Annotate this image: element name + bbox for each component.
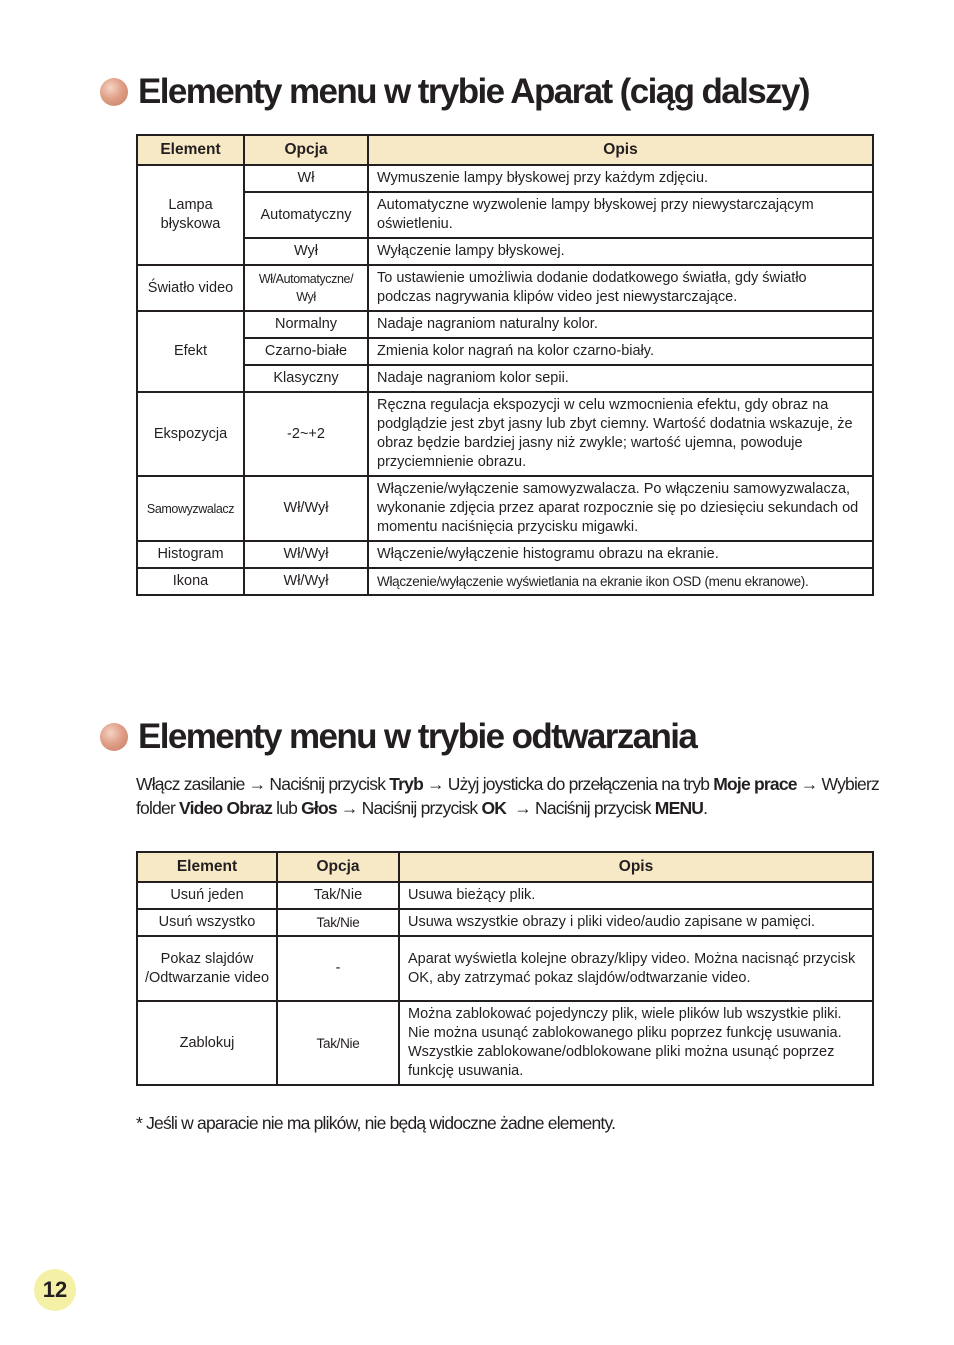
header-element: Element xyxy=(137,852,277,882)
option-cell: -2~+2 xyxy=(244,392,368,476)
camera-menu-table xyxy=(136,134,874,596)
table-row xyxy=(137,311,873,338)
element-cell: Ekspozycja xyxy=(137,392,244,476)
description-cell: Włączenie/wyłączenie wyświetlania na ekranie ikon OSD (menu ekranowe). xyxy=(368,568,873,595)
section-heading-playback-menu xyxy=(100,717,696,757)
instruction-text: → Naciśnij przycisk xyxy=(506,798,655,818)
table-row xyxy=(137,165,873,192)
option-cell: Wł xyxy=(244,165,368,192)
description-cell: Ręczna regulacja ekspozycji w celu wzmocnienia efektu, gdy obraz na podglądzie jest zbyt jasny lub zbyt ciemny. Wartość dodatnia wskazuje, że obraz będzie bardziej jasny niż zwykle; wartość ujemna, powoduje przyciemnienie obrazu. xyxy=(368,392,873,476)
description-cell: Zmienia kolor nagrań na kolor czarno-biały. xyxy=(368,338,873,365)
table-row xyxy=(137,568,873,595)
instruction-key: Moje prace xyxy=(713,774,797,794)
instruction-text: . xyxy=(703,798,708,818)
option-cell: Wł/Wył xyxy=(244,476,368,541)
table-row xyxy=(137,1001,873,1085)
instruction-text: → Wybierz folder xyxy=(136,774,879,818)
option-cell: Czarno-białe xyxy=(244,338,368,365)
element-cell: Histogram xyxy=(137,541,244,568)
option-cell: Klasyczny xyxy=(244,365,368,392)
option-cell: - xyxy=(277,936,399,1001)
element-cell: Samowyzwalacz xyxy=(137,476,244,541)
instruction-text: → Użyj joysticka do przełączenia na tryb xyxy=(422,774,714,794)
description-cell: Automatyczne wyzwolenie lampy błyskowej przy niewystarczającym oświetleniu. xyxy=(368,192,873,238)
description-cell: Włączenie/wyłączenie samowyzwalacza. Po włączeniu samowyzwalacza, wykonanie zdjęcia przez aparat rozpocznie się po dziesięciu sekundach od momentu naciśnięcia przycisku migawki. xyxy=(368,476,873,541)
option-cell: Tak/Nie xyxy=(277,909,399,936)
header-option: Opcja xyxy=(244,135,368,165)
table-row xyxy=(137,541,873,568)
page-number: 12 xyxy=(34,1269,76,1311)
description-cell: Można zablokować pojedynczy plik, wiele plików lub wszystkie pliki. Nie można usunąć zablokowanego pliku poprzez funkcję usuwania. Wszystkie zablokowane/odblokowane pliki można usunąć poprzez funkcję usuwania. xyxy=(399,1001,873,1085)
element-cell: Zablokuj xyxy=(137,1001,277,1085)
table-header-row xyxy=(137,135,873,165)
element-cell: Usuń jeden xyxy=(137,882,277,909)
description-cell: Włączenie/wyłączenie histogramu obrazu na ekranie. xyxy=(368,541,873,568)
option-cell: Wł/Wył xyxy=(244,541,368,568)
header-option: Opcja xyxy=(277,852,399,882)
option-cell: Wył xyxy=(244,238,368,265)
table-row xyxy=(137,882,873,909)
element-cell: Światło video xyxy=(137,265,244,311)
option-cell: Tak/Nie xyxy=(277,882,399,909)
heading-bullet-icon xyxy=(100,78,128,106)
instruction-key: MENU xyxy=(654,798,704,818)
description-cell: Aparat wyświetla kolejne obrazy/klipy video. Można nacisnąć przycisk OK, aby zatrzymać pokaz slajdów/odtwarzanie video. xyxy=(399,936,873,1001)
option-cell: Tak/Nie xyxy=(277,1001,399,1085)
table-row xyxy=(137,476,873,541)
instruction-key: Video Obraz xyxy=(179,798,273,818)
table-row xyxy=(137,265,873,311)
table-row xyxy=(137,936,873,1001)
heading-bullet-icon xyxy=(100,723,128,751)
description-cell: Nadaje nagraniom kolor sepii. xyxy=(368,365,873,392)
section-heading-camera-menu xyxy=(100,72,809,112)
header-description: Opis xyxy=(368,135,873,165)
instruction-text: → Naciśnij przycisk xyxy=(336,798,482,818)
table-row xyxy=(137,392,873,476)
playback-instructions xyxy=(136,772,896,820)
element-cell: Ikona xyxy=(137,568,244,595)
instruction-text: Włącz zasilanie → Naciśnij przycisk xyxy=(136,774,390,794)
instruction-key: OK xyxy=(481,798,507,818)
description-cell: Wymuszenie lampy błyskowej przy każdym zdjęciu. xyxy=(368,165,873,192)
element-cell: Efekt xyxy=(137,311,244,392)
table-row xyxy=(137,192,873,238)
description-cell: Nadaje nagraniom naturalny kolor. xyxy=(368,311,873,338)
description-cell: Wyłączenie lampy błyskowej. xyxy=(368,238,873,265)
option-cell: Normalny xyxy=(244,311,368,338)
element-cell: Pokaz slajdów /Odtwarzanie video xyxy=(137,936,277,1001)
description-cell: To ustawienie umożliwia dodanie dodatkowego światła, gdy światło podczas nagrywania klipów video jest niewystarczające. xyxy=(368,265,873,311)
table-row xyxy=(137,238,873,265)
description-cell: Usuwa wszystkie obrazy i pliki video/audio zapisane w pamięci. xyxy=(399,909,873,936)
table-header-row xyxy=(137,852,873,882)
footnote: * Jeśli w aparacie nie ma plików, nie będą widoczne żadne elementy. xyxy=(136,1113,616,1133)
element-cell: Lampa błyskowa xyxy=(137,165,244,265)
element-cell: Usuń wszystko xyxy=(137,909,277,936)
section-title: Elementy menu w trybie odtwarzania xyxy=(138,717,697,756)
instruction-key: Tryb xyxy=(389,774,423,794)
header-element: Element xyxy=(137,135,244,165)
description-cell: Usuwa bieżący plik. xyxy=(399,882,873,909)
option-cell: Automatyczny xyxy=(244,192,368,238)
instruction-key: Głos xyxy=(301,798,337,818)
section-title: Elementy menu w trybie Aparat (ciąg dalszy) xyxy=(138,72,809,111)
table-row xyxy=(137,365,873,392)
option-cell: Wł/Automatyczne/ Wył xyxy=(244,265,368,311)
option-cell: Wł/Wył xyxy=(244,568,368,595)
header-description: Opis xyxy=(399,852,873,882)
instruction-text: lub xyxy=(272,798,302,818)
table-row xyxy=(137,909,873,936)
playback-menu-table xyxy=(136,851,874,1086)
table-row xyxy=(137,338,873,365)
